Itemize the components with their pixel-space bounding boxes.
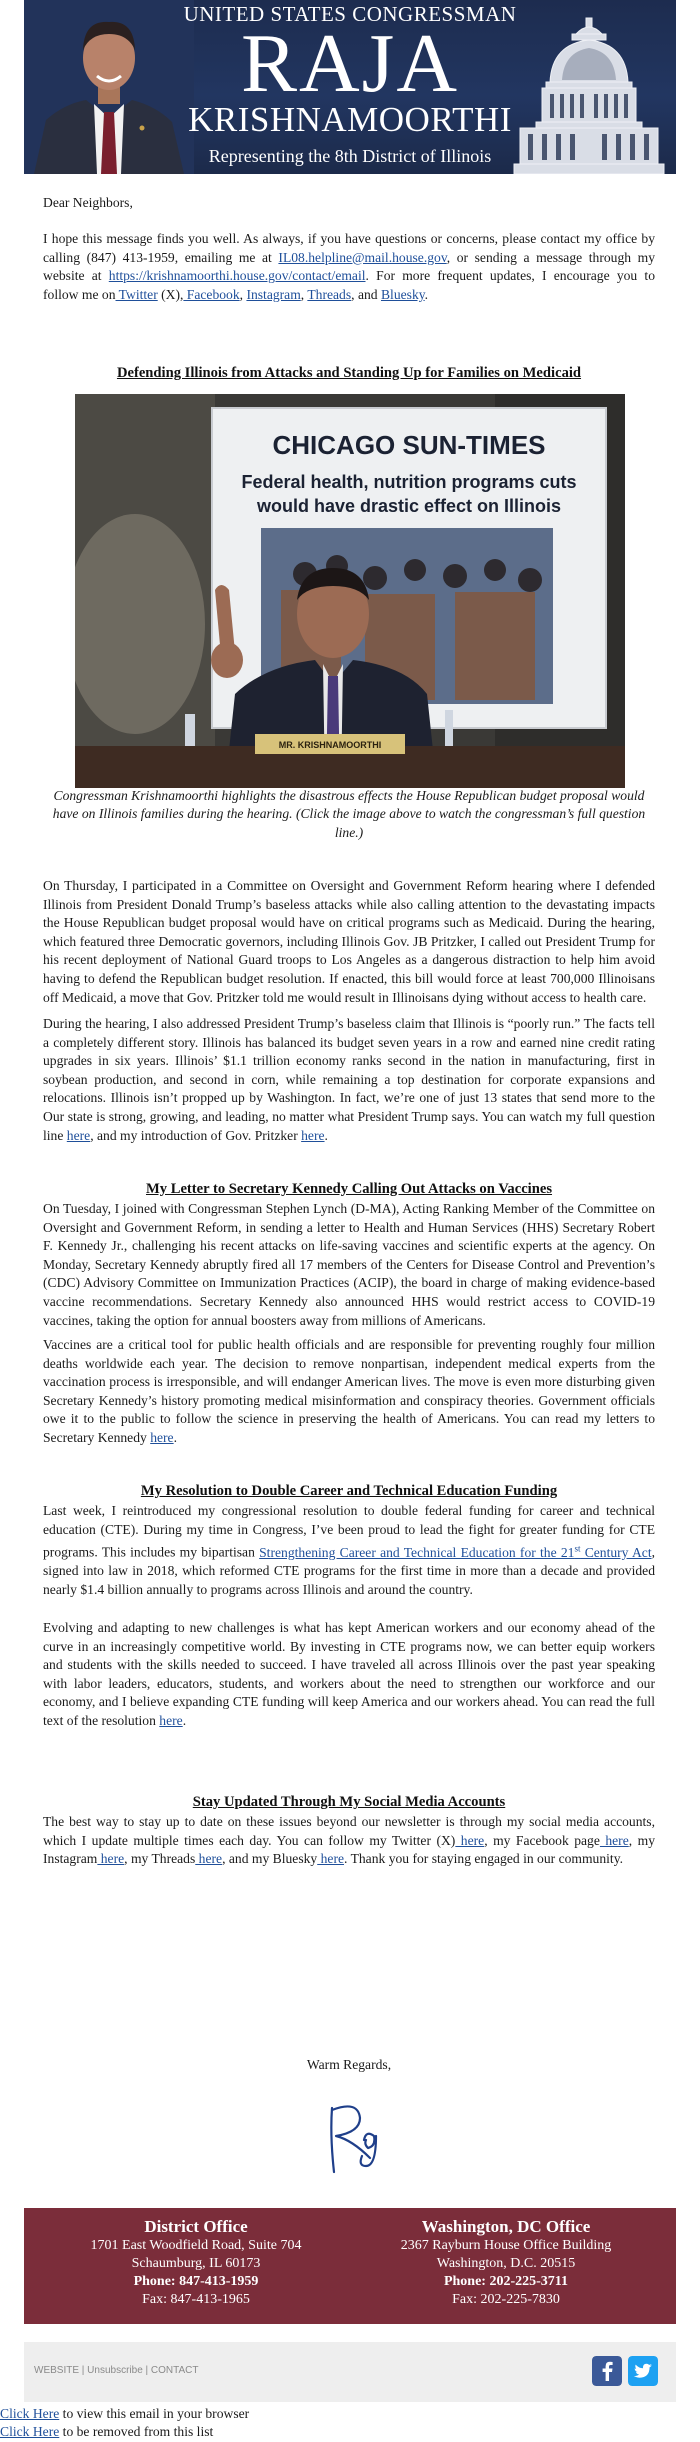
intro-paragraph xyxy=(43,230,655,304)
social-twitter-link[interactable]: here xyxy=(455,1832,485,1848)
vaccines-paragraph-1: On Tuesday, I joined with Congressman Stephen Lynch (D-MA), Acting Ranking Member of the Committee on Oversight and Government Reform, in sending a letter to Health and Human Services (HHS) Secretary Robert F. Kennedy Jr., challenging his recent attacks on life-saving vaccines and scientific experts at the agency. On Monday, Secretary Kennedy abruptly fired all 17 members of the Centers for Disease Control and Prevention’s (CDC) Advisory Committee on Immunization Practices (ACIP), the board in charge of making evidence-based vaccine recommendations. Secretary Kennedy also announced HHS would restrict access to COVID-19 vaccines, taking the option for annual boosters away from millions of Americans. xyxy=(43,1201,655,1328)
closing-text: Warm Regards, xyxy=(306,2057,392,2072)
remove-from-list-text: to be removed from this list xyxy=(59,2424,214,2439)
instagram-link[interactable]: Instagram xyxy=(246,286,301,302)
dc-office xyxy=(356,2216,656,2309)
medicaid-p2-text: During the hearing, I also addressed President Trump’s baseless claim that Illinois is “poorly run.” The facts tell a completely different story. Illinois has balanced its budget seven years in a row and earned nine credit rating upgrades in six years. Illinois’ $1.1 trillion economy ranks second in the nation in manufacturing, first in soybean production, and second in corn, while remaining a top destination for corporate expansions and relocations. Illinois isn’t propped up by Washington. In fact, we’re one of just 13 states that send more to the Our state is strong, growing, and leading, no matter what President Trump says. You can watch my full question line xyxy=(43,1016,655,1143)
signature-image xyxy=(280,2096,420,2176)
dc-office-title: Washington, DC Office xyxy=(421,2217,591,2236)
dc-office-line1: 2367 Rayburn House Office Building xyxy=(400,2238,612,2253)
vaccines-paragraph-2 xyxy=(43,1336,655,1448)
intro-comma-1: , xyxy=(239,286,247,302)
twitter-icon[interactable] xyxy=(628,2356,658,2386)
remove-from-list-link[interactable]: Click Here xyxy=(0,2424,60,2439)
website-link[interactable]: https://krishnamoorthi.house.gov/contact/email xyxy=(108,268,366,284)
section-heading-vaccines: My Letter to Secretary Kennedy Calling Out Attacks on Vaccines xyxy=(145,1181,553,1197)
threads-link[interactable]: Threads xyxy=(307,286,352,302)
banner-name: RAJA xyxy=(240,17,460,110)
sign-headline-1: Federal health, nutrition programs cuts xyxy=(241,472,577,492)
facebook-icon[interactable] xyxy=(592,2356,622,2386)
social-paragraph xyxy=(43,1813,655,1869)
cte-p1-text-2: , signed into law in 2018, which reformed CTE programs for the first time in more than a decade and provided nearly $1.4 billion annually to programs across Illinois and around the country. xyxy=(43,1544,655,1597)
medicaid-paragraph-2 xyxy=(43,1015,655,1145)
vaccines-p2-end: . xyxy=(173,1429,178,1445)
cte-act-link-sup: st xyxy=(574,1543,581,1554)
social-bar xyxy=(24,2342,676,2402)
intro-text-2: , or sending a message through my website at xyxy=(43,249,655,284)
social-instagram-link[interactable]: here xyxy=(97,1851,125,1867)
section-heading-medicaid: Defending Illinois from Attacks and Standing Up for Families on Medicaid xyxy=(116,365,582,381)
intro-text-3: . For more frequent updates, I encourage you to follow me on xyxy=(43,268,656,302)
social-text-b: , my Facebook page xyxy=(484,1832,600,1848)
sign-masthead: CHICAGO SUN-TIMES xyxy=(272,430,546,460)
vaccines-p2-text: Vaccines are a critical tool for public health officials and are responsible for preventing roughly four million deaths worldwide each year. The decision to remove nonpartisan, independent medical experts from the vaccination process is irresponsible, and will endanger American lives. The move is even more disturbing given Secretary Kennedy’s history promoting medical misinformation and conspiracy theories. Government officials owe it to the public to follow the science in preserving the health of Americans. You can read my letters to Secretary Kennedy xyxy=(43,1337,655,1445)
medicaid-p2-mid: , and my introduction of Gov. Pritzker xyxy=(90,1127,302,1143)
footer-website-link[interactable]: WEBSITE xyxy=(34,2365,80,2376)
view-in-browser-link[interactable]: Click Here xyxy=(0,2406,60,2421)
district-office-title: District Office xyxy=(144,2217,248,2236)
hearing-video-image[interactable] xyxy=(75,394,625,788)
sign-headline-2: would have drastic effect on Illinois xyxy=(256,496,562,516)
hearing-photo xyxy=(75,394,625,788)
social-facebook-link[interactable]: here xyxy=(599,1832,629,1848)
cte-p2-text: Evolving and adapting to new challenges is what has kept American workers and our economy ahead of the curve in an increasingly competitive world. By investing in CTE programs now, we can better equip workers and students with the skills needed to succeed. I have traveled all across Illinois over the past year speaking with labor leaders, educators, students, and workers about the need to strengthen our workforce and our economy, and I believe expanding CTE funding will keep America and our workers ahead. You can read the full text of the resolution xyxy=(43,1620,655,1728)
capitol-dome-icon xyxy=(506,0,676,174)
nameplate-text: MR. KRISHNAMOORTHI xyxy=(278,740,382,750)
medicaid-p2-end: . xyxy=(324,1127,328,1143)
twitter-link[interactable]: Twitter xyxy=(115,286,158,302)
intro-and: , and xyxy=(351,286,381,302)
banner-subtitle: Representing the 8th District of Illinois xyxy=(208,146,492,166)
social-text-a: The best way to stay up to date on these issues beyond our newsletter is through my social media accounts, which I update multiple times each day. You can follow my Twitter (X) xyxy=(43,1814,655,1848)
intro-end: . xyxy=(424,286,429,302)
banner-surname: KRISHNAMOORTHI xyxy=(188,100,512,139)
cte-act-link-text: Strengthening Career and Technical Education for the 21 xyxy=(259,1544,575,1560)
view-in-browser-line xyxy=(0,2406,249,2422)
kennedy-letter-link[interactable]: here xyxy=(150,1429,174,1445)
district-office xyxy=(46,2216,346,2309)
dc-office-phone: Phone: 202-225-3711 xyxy=(443,2274,569,2289)
view-in-browser-text: to view this email in your browser xyxy=(59,2406,250,2421)
banner-title-top: UNITED STATES CONGRESSMAN xyxy=(183,2,517,26)
section-heading-cte: My Resolution to Double Career and Technical Education Funding xyxy=(140,1483,558,1499)
footer-sep-2: | xyxy=(142,2365,151,2376)
pritzker-intro-link[interactable]: here xyxy=(301,1127,325,1143)
photo-caption: Congressman Krishnamoorthi highlights the disastrous effects the House Republican budget proposal would have on Illinois families during the hearing. (Click the image above to watch the congressman’s full question line.) xyxy=(52,788,646,840)
dc-office-line2: Washington, D.C. 20515 xyxy=(436,2256,576,2271)
greeting: Dear Neighbors, xyxy=(43,195,133,210)
header-banner xyxy=(24,0,676,174)
cte-act-link-text-2: Century Act xyxy=(580,1544,652,1560)
social-threads-link[interactable]: here xyxy=(195,1851,223,1867)
cte-p2-end: . xyxy=(182,1712,187,1728)
bluesky-link[interactable]: Bluesky xyxy=(380,286,425,302)
footer-menu xyxy=(34,2365,199,2376)
email-link[interactable]: IL08.helpline@mail.house.gov xyxy=(278,249,447,265)
district-office-line2: Schaumburg, IL 60173 xyxy=(131,2256,261,2271)
section-heading-social: Stay Updated Through My Social Media Accounts xyxy=(192,1794,506,1810)
footer-offices xyxy=(24,2208,676,2324)
district-office-line1: 1701 East Woodfield Road, Suite 704 xyxy=(90,2238,302,2253)
cte-act-link[interactable] xyxy=(259,1545,651,1560)
facebook-link[interactable]: Facebook xyxy=(183,286,240,302)
footer-contact-link[interactable]: CONTACT xyxy=(150,2365,199,2376)
intro-text-4: (X), xyxy=(157,286,184,302)
intro-comma-2: , xyxy=(300,286,305,302)
social-text-c: , my Instagram xyxy=(43,1832,655,1867)
district-office-phone: Phone: 847-413-1959 xyxy=(133,2274,259,2289)
dc-office-fax: Fax: 202-225-7830 xyxy=(452,2292,560,2307)
footer-sep-1: | xyxy=(79,2365,88,2376)
cte-p1-text: Last week, I reintroduced my congressional resolution to double federal funding for career and technical education (CTE). During my time in Congress, I’ve been proud to lead the fight for greater funding for CTE programs. This includes my bipartisan xyxy=(43,1503,655,1560)
cte-paragraph-1 xyxy=(43,1502,655,1600)
district-office-fax: Fax: 847-413-1965 xyxy=(142,2292,250,2307)
social-text-f: . Thank you for staying engaged in our community. xyxy=(344,1851,624,1867)
social-bluesky-link[interactable]: here xyxy=(317,1851,345,1867)
footer-unsubscribe-link[interactable]: Unsubscribe xyxy=(87,2365,143,2376)
signature xyxy=(280,2096,420,2181)
social-text-e: , and my Bluesky xyxy=(222,1851,318,1867)
remove-from-list-line xyxy=(0,2424,213,2440)
medicaid-paragraph-1: On Thursday, I participated in a Committee on Oversight and Government Reform hearing where I defended Illinois from President Donald Trump’s baseless attacks while also calling attention to the devastating impacts the House Republican budget proposal would have on critical programs such as Medicaid. During the hearing, which featured three Democratic governors, including Illinois Gov. JB Pritzker, I called out President Trump for his recent deployment of National Guard troops to Los Angeles as a dangerous distraction to help him avoid having to defend the Republican budget resolution. If enacted, this bill would force at least 700,000 Illinoisans off Medicaid, a move that Gov. Pritzker told me would result in Illinoisans dying without access to health care. xyxy=(43,878,655,1005)
social-text-d: , my Threads xyxy=(124,1851,196,1867)
question-line-link[interactable]: here xyxy=(66,1127,91,1143)
cte-paragraph-2 xyxy=(43,1619,655,1731)
cte-resolution-link[interactable]: here xyxy=(159,1712,183,1728)
intro-text-1: I hope this message finds you well. As always, if you have questions or concerns, please contact my office by calling (847) 413-1959, emailing me at xyxy=(43,231,655,265)
